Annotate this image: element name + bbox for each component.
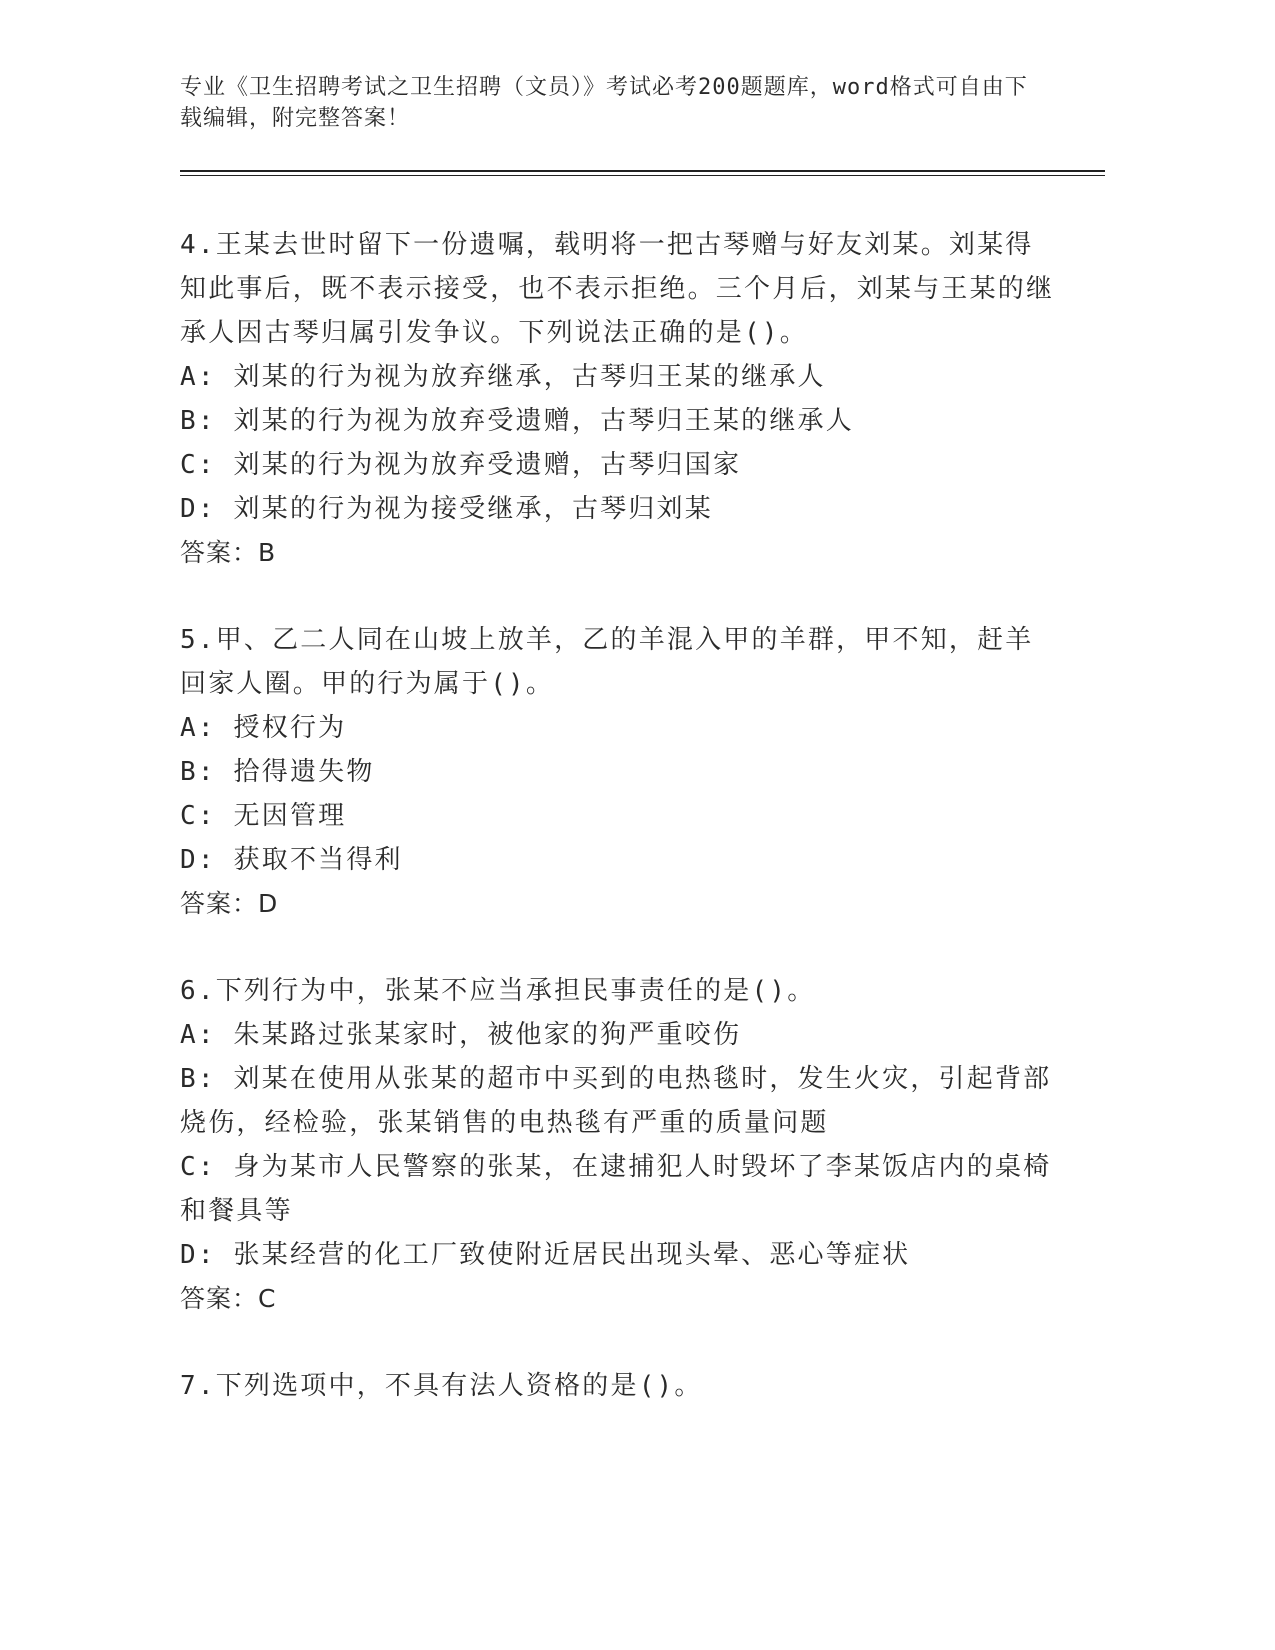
option-c: C: 身为某市人民警察的张某，在逮捕犯人时毁坏了李某饭店内的桌椅和餐具等 bbox=[180, 1152, 1052, 1226]
option-a: A: 刘某的行为视为放弃继承，古琴归王某的继承人 bbox=[180, 362, 826, 392]
question-stem: 6.下列行为中，张某不应当承担民事责任的是()。 bbox=[180, 976, 816, 1006]
document-header: 专业《卫生招聘考试之卫生招聘（文员）》考试必考200题题库，word格式可自由下载编辑，附完整答案！ bbox=[180, 75, 1028, 131]
option-d: D: 刘某的行为视为接受继承，古琴归刘某 bbox=[180, 494, 713, 524]
question-7 bbox=[180, 1364, 1060, 1408]
question-4 bbox=[180, 223, 1060, 575]
question-6 bbox=[180, 969, 1060, 1321]
header-divider-thick bbox=[180, 170, 1105, 172]
option-a: A: 朱某路过张某家时，被他家的狗严重咬伤 bbox=[180, 1020, 742, 1050]
question-stem: 4.王某去世时留下一份遗嘱，载明将一把古琴赠与好友刘某。刘某得知此事后，既不表示接受，也不表示拒绝。三个月后，刘某与王某的继承人因古琴归属引发争议。下列说法正确的是()。 bbox=[180, 230, 1055, 348]
answer-line: 答案：C bbox=[180, 1284, 277, 1313]
answer-line: 答案：B bbox=[180, 538, 277, 567]
option-d: D: 获取不当得利 bbox=[180, 845, 403, 875]
question-stem: 5.甲、乙二人同在山坡上放羊，乙的羊混入甲的羊群，甲不知，赶羊回家人圈。甲的行为属于()。 bbox=[180, 625, 1034, 699]
question-list bbox=[180, 223, 1060, 1451]
option-a: A: 授权行为 bbox=[180, 713, 347, 743]
question-5 bbox=[180, 618, 1060, 926]
answer-line: 答案：D bbox=[180, 889, 279, 918]
option-c: C: 无因管理 bbox=[180, 801, 347, 831]
option-b: B: 刘某在使用从张某的超市中买到的电热毯时，发生火灾，引起背部烧伤，经检验，张某销售的电热毯有严重的质量问题 bbox=[180, 1064, 1052, 1138]
question-stem: 7.下列选项中，不具有法人资格的是()。 bbox=[180, 1371, 703, 1401]
header-divider-thin bbox=[180, 175, 1105, 176]
option-d: D: 张某经营的化工厂致使附近居民出现头晕、恶心等症状 bbox=[180, 1240, 911, 1270]
option-b: B: 刘某的行为视为放弃受遗赠，古琴归王某的继承人 bbox=[180, 406, 854, 436]
option-c: C: 刘某的行为视为放弃受遗赠，古琴归国家 bbox=[180, 450, 742, 480]
option-b: B: 拾得遗失物 bbox=[180, 757, 375, 787]
